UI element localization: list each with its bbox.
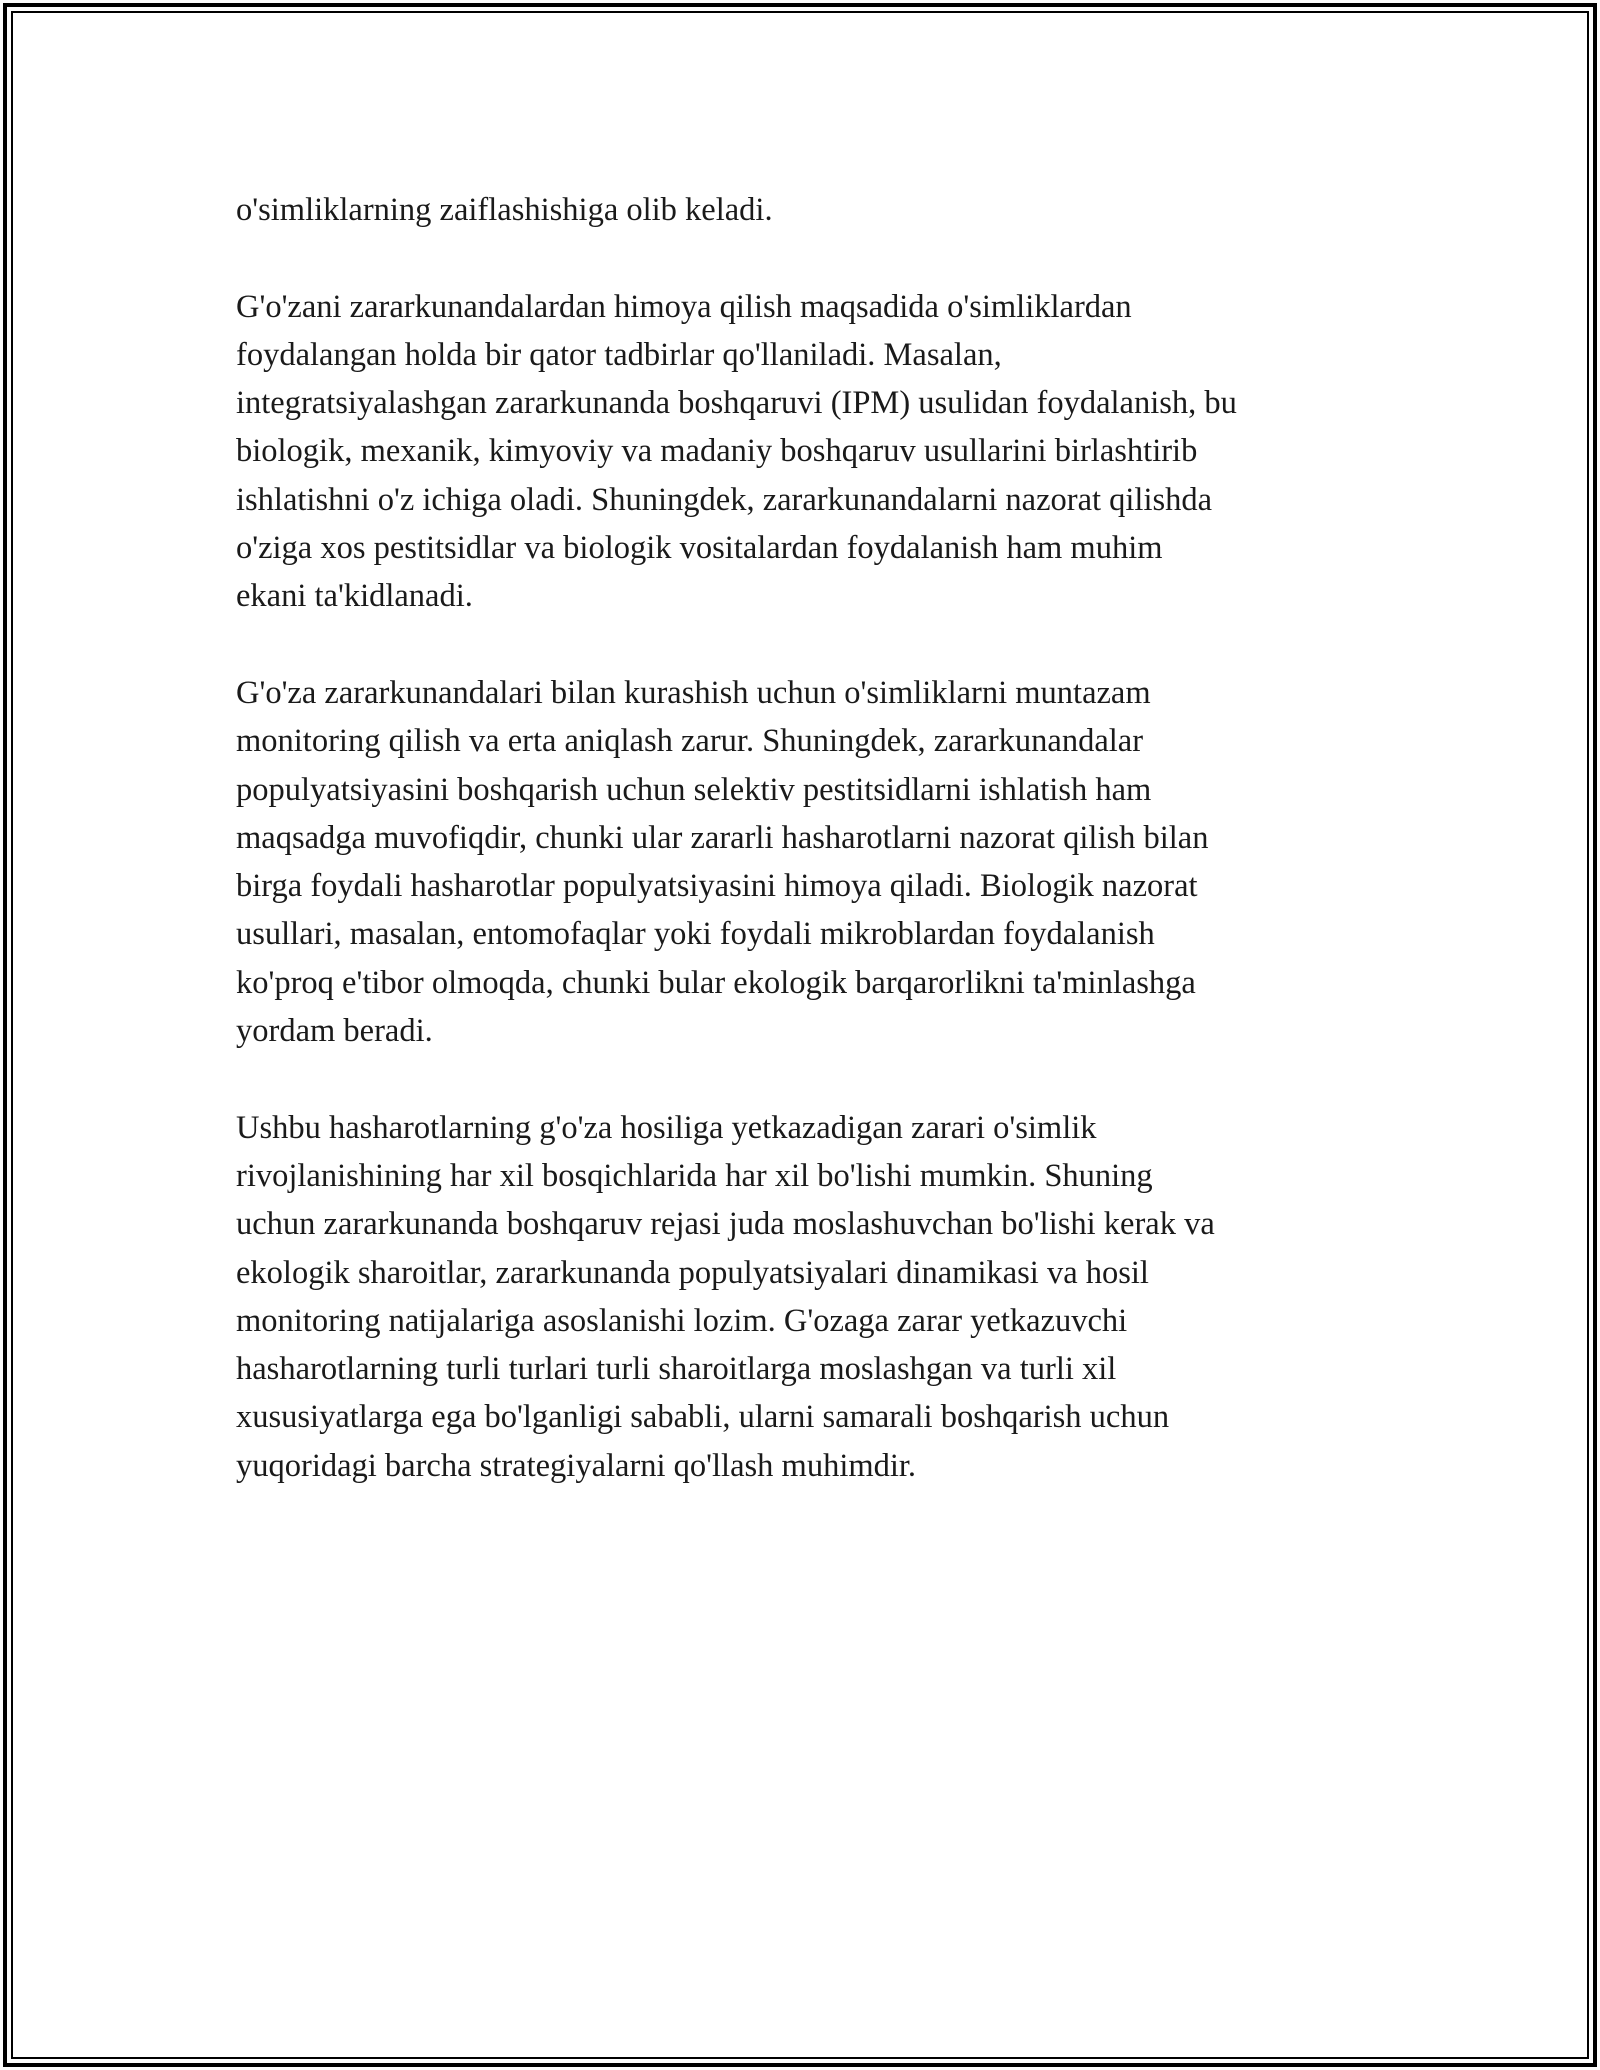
paragraph-4: Ushbu hasharotlarning g'o'za hosiliga yetkazadigan zarari o'simlik rivojlanishining har xil bosqichlarida har xil bo'lishi mumkin. Shuning uchun zararkunanda boshqaruv rejasi juda moslashuvchan bo'lishi kerak va ekologik sharoitlar, zararkunanda populyatsiyalari dinamikasi va hosil monitoring natijalariga asoslanishi lozim. G'ozaga zarar yetkazuvchi hasharotlarning turli turlari turli sharoitlarga moslashgan va turli xil xususiyatlarga ega bo'lganligi sababli, ularni samarali boshqarish uchun yuqoridagi barcha strategiyalarni qo'llash muhimdir. [236,1109,1215,1484]
document-body [236,186,1386,1538]
paragraph-2: G'o'zani zararkunandalardan himoya qilish maqsadida o'simliklardan foydalangan holda bir qator tadbirlar qo'llaniladi. Masalan, integratsiyalashgan zararkunanda boshqaruvi (IPM) usulidan foydalanish, bu biologik, mexanik, kimyoviy va madaniy boshqaruv usullarini birlashtirib ishlatishni o'z ichiga oladi. Shuningdek, zararkunandalarni nazorat qilishda o'ziga xos pestitsidlar va biologik vositalardan foydalanish ham muhim ekani ta'kidlanadi. [236,288,1237,615]
paragraph-1: o'simliklarning zaiflashishiga olib keladi. [236,192,773,228]
paragraph-3: G'o'za zararkunandalari bilan kurashish uchun o'simliklarni muntazam monitoring qilish va erta aniqlash zarur. Shuningdek, zararkunandalar populyatsiyasini boshqarish uchun selektiv pestitsidlarni ishlatish ham maqsadga muvofiqdir, chunki ular zararli hasharotlarni nazorat qilish bilan birga foydali hasharotlar populyatsiyasini himoya qiladi. Biologik nazorat usullari, masalan, entomofaqlar yoki foydali mikroblardan foydalanish ko'proq e'tibor olmoqda, chunki bular ekologik barqarorlikni ta'minlashga yordam beradi. [236,674,1209,1050]
